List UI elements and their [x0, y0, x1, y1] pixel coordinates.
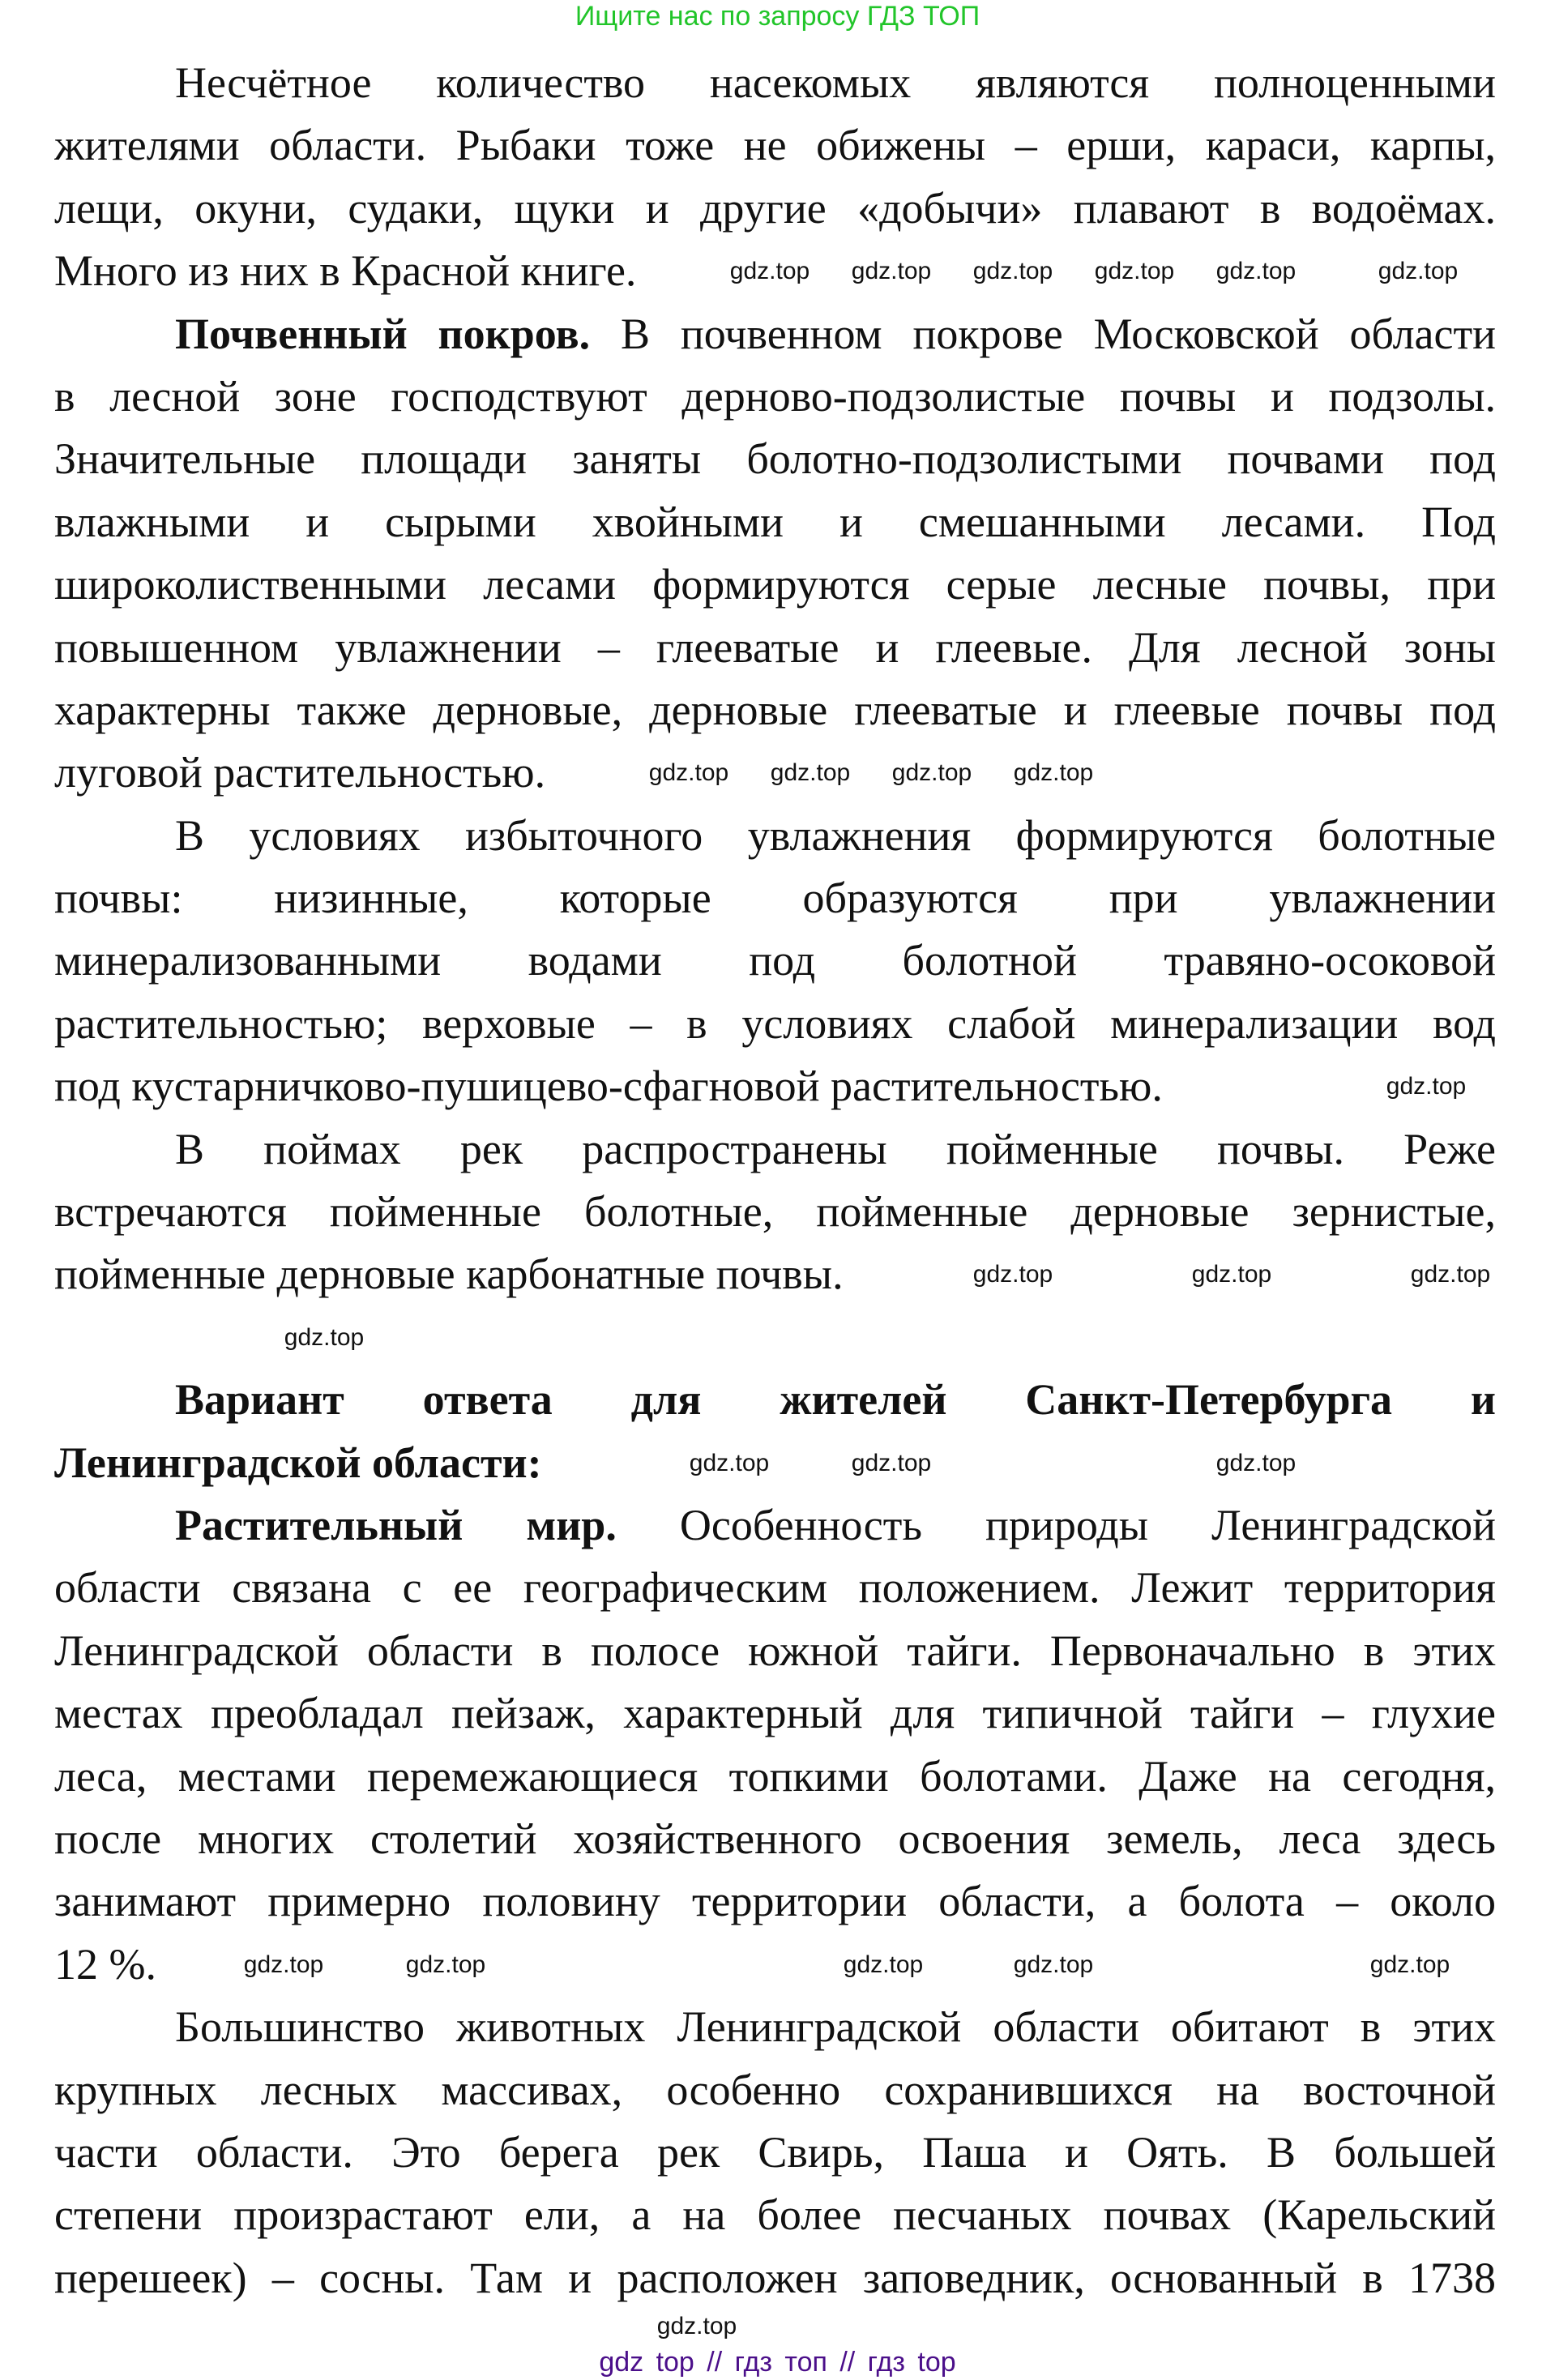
watermark: gdz.top	[1378, 257, 1459, 284]
text-line	[54, 1870, 1496, 1933]
watermark: gdz.top	[656, 2313, 737, 2339]
text-span: Особенность природы Ленинградской	[616, 1500, 1496, 1549]
text-line	[54, 114, 1496, 177]
text-line	[54, 1118, 1496, 1181]
text-span: В почвенном покрове Московской области	[590, 309, 1496, 358]
text-line	[54, 303, 1496, 365]
watermark: gdz.top	[1191, 1261, 1272, 1288]
text-line	[54, 617, 1496, 679]
watermark: gdz.top	[851, 257, 932, 284]
bold-heading: Вариант ответа для жителей Санкт-Петербурга и	[175, 1375, 1496, 1425]
text-span: луговой растительностью.	[54, 748, 546, 797]
text-span: после многих столетий хозяйственного освоения земель, леса здесь	[54, 1814, 1496, 1863]
text-span: широколиственными лесами формируются серые лесные почвы, при	[54, 560, 1496, 609]
text-span: жителями области. Рыбаки тоже не обижены – ерши, караси, карпы,	[54, 121, 1496, 170]
text-line	[54, 491, 1496, 553]
text-line	[54, 1369, 1496, 1431]
text-line	[54, 365, 1496, 428]
text-line	[54, 679, 1496, 741]
text-line	[54, 1055, 1496, 1117]
text-span: области связана с ее географическим положением. Лежит территория	[54, 1563, 1496, 1613]
text-line	[54, 805, 1496, 867]
watermark: gdz.top	[891, 759, 972, 787]
text-line	[54, 553, 1496, 616]
text-line	[54, 1682, 1496, 1745]
watermark: gdz.top	[1013, 1951, 1094, 1978]
watermark: gdz.top	[1215, 257, 1297, 284]
watermark: gdz.top	[648, 759, 729, 787]
text-span: занимают примерно половину территории области, а болота – около	[54, 1877, 1496, 1926]
text-line	[54, 867, 1496, 929]
bold-heading: Ленинградской области:	[54, 1438, 542, 1487]
text-span: растительностью; верховые – в условиях слабой минерализации вод	[54, 998, 1496, 1048]
text-span: степени произрастают ели, а на более песчаных почвах (Карельский	[54, 2190, 1496, 2240]
watermark: gdz.top	[972, 1261, 1053, 1288]
watermark: gdz.top	[843, 1951, 924, 1978]
watermark: gdz.top	[1215, 1449, 1297, 1476]
watermark: gdz.top	[1410, 1261, 1491, 1288]
text-span: Большинство животных Ленинградской области обитают в этих	[175, 2002, 1496, 2052]
search-banner: Ищите нас по запросу ГДЗ ТОП	[575, 1, 980, 32]
watermark: gdz.top	[1013, 759, 1094, 787]
text-line	[54, 2059, 1496, 2121]
text-span: характерны также дерновые, дерновые глееватые и глеевые почвы под	[54, 685, 1496, 734]
text-line	[54, 1494, 1496, 1557]
text-span: в лесной зоне господствуют дерново-подзолистые почвы и подзолы.	[54, 371, 1496, 421]
text-span: леса, местами перемежающиеся топкими болотами. Даже на сегодня,	[54, 1751, 1496, 1801]
watermark: gdz.top	[284, 1323, 365, 1351]
text-span: под кустарничково-пушицево-сфагновой растительностью.	[54, 1062, 1163, 1111]
text-line	[54, 428, 1496, 490]
text-line	[54, 1745, 1496, 1808]
text-span: встречаются пойменные болотные, пойменные дерновые зернистые,	[54, 1187, 1496, 1237]
text-span: перешеек) – сосны. Там и расположен заповедник, основанный в 1738	[54, 2253, 1496, 2302]
text-line	[54, 2184, 1496, 2246]
text-line	[54, 1808, 1496, 1870]
text-line	[54, 2247, 1496, 2309]
watermark: gdz.top	[851, 1449, 932, 1476]
text-line	[54, 1620, 1496, 1682]
text-span: Много из них в Красной книге.	[54, 246, 637, 296]
text-span: лещи, окуни, судаки, щуки и другие «добычи» плавают в водоёмах.	[54, 183, 1496, 233]
text-span: В условиях избыточного увлажнения формируются болотные	[175, 810, 1496, 860]
text-line	[54, 993, 1496, 1055]
text-line	[54, 1181, 1496, 1243]
watermark: gdz.top	[972, 257, 1053, 284]
bold-heading: Почвенный покров.	[175, 309, 591, 358]
text-line	[54, 929, 1496, 992]
text-span: пойменные дерновые карбонатные почвы.	[54, 1250, 844, 1299]
footer-banner: gdz top // гдз топ // гдз top	[599, 2347, 956, 2378]
watermark: gdz.top	[770, 759, 851, 787]
text-span: части области. Это берега рек Свирь, Паша и Оять. В большей	[54, 2127, 1496, 2177]
text-line	[54, 1996, 1496, 2058]
watermark: gdz.top	[1094, 257, 1175, 284]
text-line	[54, 1557, 1496, 1619]
bold-heading: Растительный мир.	[175, 1500, 617, 1549]
text-span: В поймах рек распространены пойменные почвы. Реже	[175, 1124, 1496, 1173]
text-span: почвы: низинные, которые образуются при увлажнении	[54, 874, 1496, 923]
text-span: минерализованными водами под болотной травяно-осоковой	[54, 936, 1496, 985]
text-line	[54, 2121, 1496, 2184]
watermark: gdz.top	[243, 1951, 324, 1978]
text-span: Ленинградской области в полосе южной тайги. Первоначально в этих	[54, 1626, 1496, 1675]
text-span: Несчётное количество насекомых являются полноценными	[175, 58, 1496, 107]
text-span: 12 %.	[54, 1939, 156, 1989]
text-span: крупных лесных массивах, особенно сохранившихся на восточной	[54, 2065, 1496, 2114]
text-span: повышенном увлажнении – глееватые и глеевые. Для лесной зоны	[54, 622, 1496, 672]
watermark: gdz.top	[1386, 1073, 1467, 1100]
text-line	[54, 1306, 1496, 1369]
text-line	[54, 177, 1496, 240]
text-line	[54, 1243, 1496, 1305]
text-span: местах преобладал пейзаж, характерный для типичной тайги – глухие	[54, 1689, 1496, 1738]
watermark: gdz.top	[689, 1449, 770, 1476]
text-span: влажными и сырыми хвойными и смешанными лесами. Под	[54, 497, 1496, 546]
text-line	[54, 52, 1496, 114]
watermark: gdz.top	[1369, 1951, 1450, 1978]
watermark: gdz.top	[729, 257, 810, 284]
text-span: Значительные площади заняты болотно-подзолистыми почвами под	[54, 434, 1496, 484]
watermark: gdz.top	[405, 1951, 486, 1978]
